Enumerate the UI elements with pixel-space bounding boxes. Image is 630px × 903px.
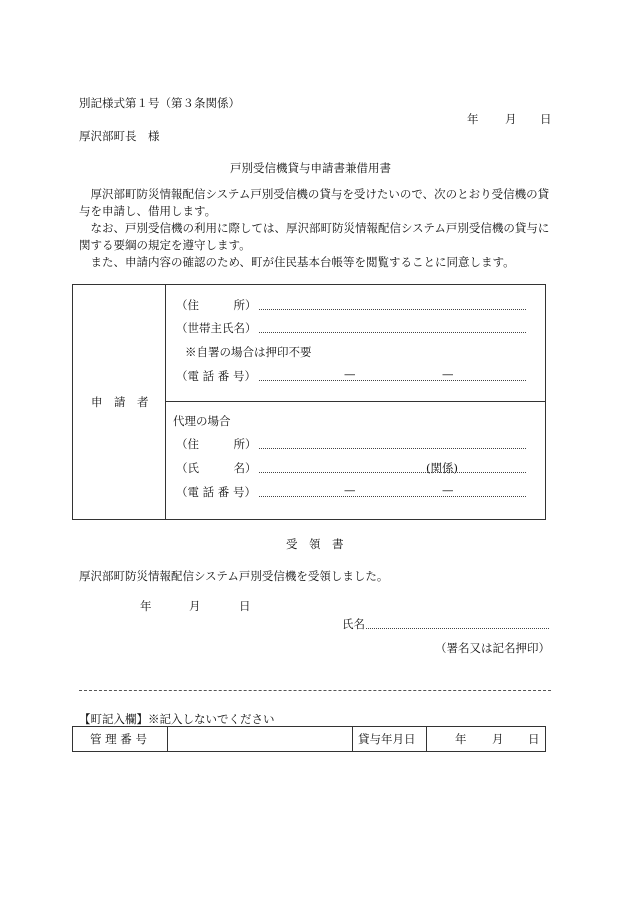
receipt-title: 受 領 書 — [286, 537, 344, 551]
office-table-divider-3 — [426, 726, 427, 751]
proxy-address-label: （住 所） — [176, 437, 257, 451]
receipt-name-field[interactable] — [342, 616, 549, 632]
proxy-phone-field[interactable] — [176, 484, 526, 500]
head-of-household-label: （世帯主氏名） — [176, 321, 257, 335]
receipt-name-label: 氏名 — [342, 617, 365, 631]
cut-line — [79, 690, 551, 691]
form-number: 別記様式第１号（第３条関係） — [79, 96, 240, 110]
signature-note: （署名又は記名押印） — [435, 641, 550, 655]
proxy-phone-dotted-line — [259, 496, 526, 497]
head-of-household-dotted-line — [259, 332, 526, 333]
body-paragraph-2: なお、戸別受信機の利用に際しては、厚沢部町防災情報配信システム戸別受信機の貸与に関する要綱の規定を遵守します。 — [79, 221, 550, 252]
body-text — [79, 186, 551, 271]
proxy-address-dotted-line — [259, 448, 526, 449]
receipt-name-dotted-line — [366, 628, 549, 629]
date-month-label: 月 — [505, 112, 517, 126]
phone-separator-1: — — [344, 367, 356, 381]
address-dotted-line — [259, 309, 526, 310]
body-paragraph-1: 厚沢部町防災情報配信システム戸別受信機の貸与を受けたいので、次のとおり受信機の貸与を申請し、借用します。 — [79, 187, 550, 218]
office-month-label: 月 — [492, 732, 504, 746]
date-day-label: 日 — [540, 112, 552, 126]
office-use-heading: 【町記入欄】※記入しないでください — [79, 712, 275, 726]
head-of-household-field[interactable] — [176, 320, 526, 336]
phone-label: （電 話 番 号） — [176, 369, 256, 383]
phone-dotted-line — [259, 380, 526, 381]
office-year-label: 年 — [455, 732, 467, 746]
proxy-phone-separator-2: — — [442, 483, 454, 497]
receipt-month-label: 月 — [189, 599, 201, 613]
management-number-label: 管 理 番 号 — [90, 732, 147, 746]
office-day-label: 日 — [528, 732, 540, 746]
proxy-name-dotted-line — [259, 472, 526, 473]
phone-field[interactable] — [176, 368, 526, 384]
seal-note: ※自署の場合は押印不要 — [185, 345, 312, 359]
proxy-phone-separator-1: — — [344, 483, 356, 497]
document-title: 戸別受信機貸与申請書兼借用書 — [230, 161, 391, 175]
proxy-phone-label: （電 話 番 号） — [176, 485, 256, 499]
date-year-label: 年 — [467, 112, 479, 126]
receipt-day-label: 日 — [239, 599, 251, 613]
address-label: （住 所） — [176, 298, 257, 312]
applicant-row-header: 申 請 者 — [91, 395, 149, 409]
receipt-year-label: 年 — [140, 599, 152, 613]
office-table-divider-2 — [352, 726, 353, 751]
addressee: 厚沢部町長 様 — [79, 129, 160, 143]
proxy-name-field[interactable] — [176, 460, 526, 476]
proxy-relation-label: (関係) — [426, 461, 458, 475]
proxy-heading: 代理の場合 — [173, 414, 231, 428]
management-number-input[interactable] — [168, 727, 351, 750]
proxy-name-label: （氏 名） — [176, 461, 257, 475]
phone-separator-2: — — [442, 367, 454, 381]
receipt-text: 厚沢部町防災情報配信システム戸別受信機を受領しました。 — [79, 569, 389, 583]
address-field[interactable] — [176, 297, 526, 313]
proxy-address-field[interactable] — [176, 436, 526, 452]
lending-date-label: 貸与年月日 — [358, 732, 416, 746]
body-paragraph-3: また、申請内容の確認のため、町が住民基本台帳等を閲覧することに同意します。 — [90, 255, 515, 269]
table-divider-horizontal — [165, 401, 545, 402]
